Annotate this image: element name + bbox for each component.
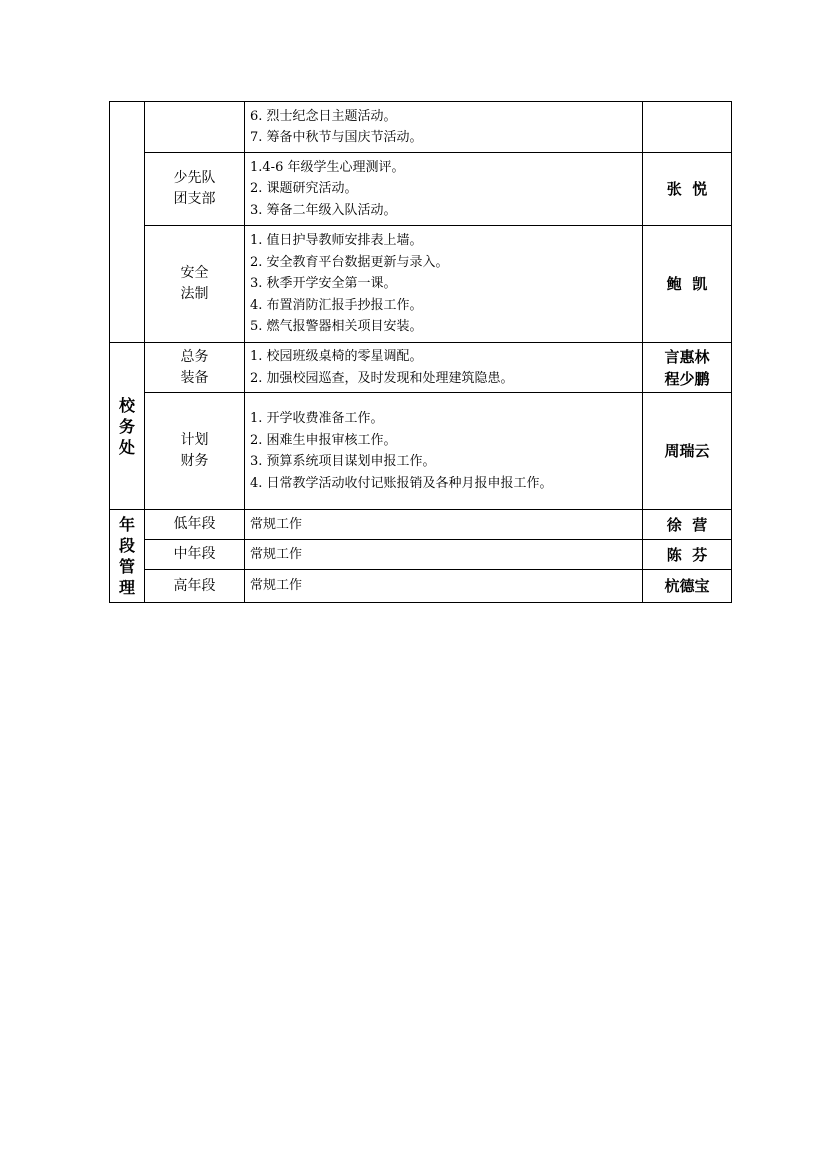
task-list bbox=[245, 153, 643, 226]
person-in-charge: 杭德宝 bbox=[643, 570, 732, 603]
table-row bbox=[110, 570, 732, 603]
task-item: 2. 困难生申报审核工作。 bbox=[250, 432, 397, 448]
grade-level: 中年段 bbox=[145, 540, 245, 570]
table-row bbox=[110, 540, 732, 570]
table-row bbox=[110, 153, 732, 226]
task-item: 2. 安全教育平台数据更新与录入。 bbox=[250, 254, 449, 270]
task-item: 4. 布置消防汇报手抄报工作。 bbox=[250, 297, 423, 313]
sub-dept-name: 总务 装备 bbox=[145, 343, 245, 393]
table-row bbox=[110, 393, 732, 510]
task-item: 常规工作 bbox=[250, 578, 303, 594]
task-item: 3. 秋季开学安全第一课。 bbox=[250, 276, 397, 292]
task-item: 7. 筹备中秋节与国庆节活动。 bbox=[250, 130, 423, 145]
task-item: 常规工作 bbox=[250, 546, 303, 562]
task-item: 6. 烈士纪念日主题活动。 bbox=[250, 108, 397, 124]
task-list bbox=[245, 540, 643, 570]
task-list bbox=[245, 393, 643, 510]
sub-dept-name: 少先队 团支部 bbox=[145, 153, 245, 226]
dept-cell-empty bbox=[110, 102, 145, 343]
person-cell-empty bbox=[643, 102, 732, 153]
task-item: 5. 燃气报警器相关项目安装。 bbox=[250, 319, 423, 335]
sub-dept-cell-empty bbox=[145, 102, 245, 153]
task-item: 1. 校园班级桌椅的零星调配。 bbox=[250, 349, 423, 364]
task-item: 1. 值日护导教师安排表上墙。 bbox=[250, 233, 423, 249]
dept-name: 校 务 处 bbox=[110, 343, 145, 510]
person-in-charge: 周瑞云 bbox=[643, 393, 732, 510]
task-list bbox=[245, 226, 643, 343]
task-item: 1.4-6 年级学生心理测评。 bbox=[250, 159, 405, 175]
table-row bbox=[110, 226, 732, 343]
person-in-charge: 徐 营 bbox=[643, 510, 732, 540]
grade-level: 低年段 bbox=[145, 510, 245, 540]
task-item: 2. 课题研究活动。 bbox=[250, 181, 358, 197]
task-item: 1. 开学收费准备工作。 bbox=[250, 411, 384, 426]
dept-name: 年 段 管 理 bbox=[110, 510, 145, 603]
task-item: 3. 筹备二年级入队活动。 bbox=[250, 202, 397, 218]
table-row bbox=[110, 102, 732, 153]
grade-level: 高年段 bbox=[145, 570, 245, 603]
task-item: 3. 预算系统项目谋划申报工作。 bbox=[250, 454, 436, 469]
sub-dept-name: 计划 财务 bbox=[145, 393, 245, 510]
task-item: 常规工作 bbox=[250, 516, 303, 532]
person-in-charge: 陈 芬 bbox=[643, 540, 732, 570]
task-list bbox=[245, 102, 643, 153]
task-list bbox=[245, 510, 643, 540]
task-item: 2. 加强校园巡查，及时发现和处理建筑隐患。 bbox=[250, 370, 514, 386]
work-plan-table bbox=[109, 101, 732, 603]
task-list bbox=[245, 570, 643, 603]
sub-dept-name: 安全 法制 bbox=[145, 226, 245, 343]
task-item: 4. 日常教学活动收付记账报销及各种月报申报工作。 bbox=[250, 475, 553, 491]
person-in-charge: 张 悦 bbox=[643, 153, 732, 226]
task-list bbox=[245, 343, 643, 393]
person-in-charge: 鲍 凯 bbox=[643, 226, 732, 343]
table-row bbox=[110, 510, 732, 540]
table-row bbox=[110, 343, 732, 393]
person-in-charge: 言惠林 程少鹏 bbox=[643, 343, 732, 393]
